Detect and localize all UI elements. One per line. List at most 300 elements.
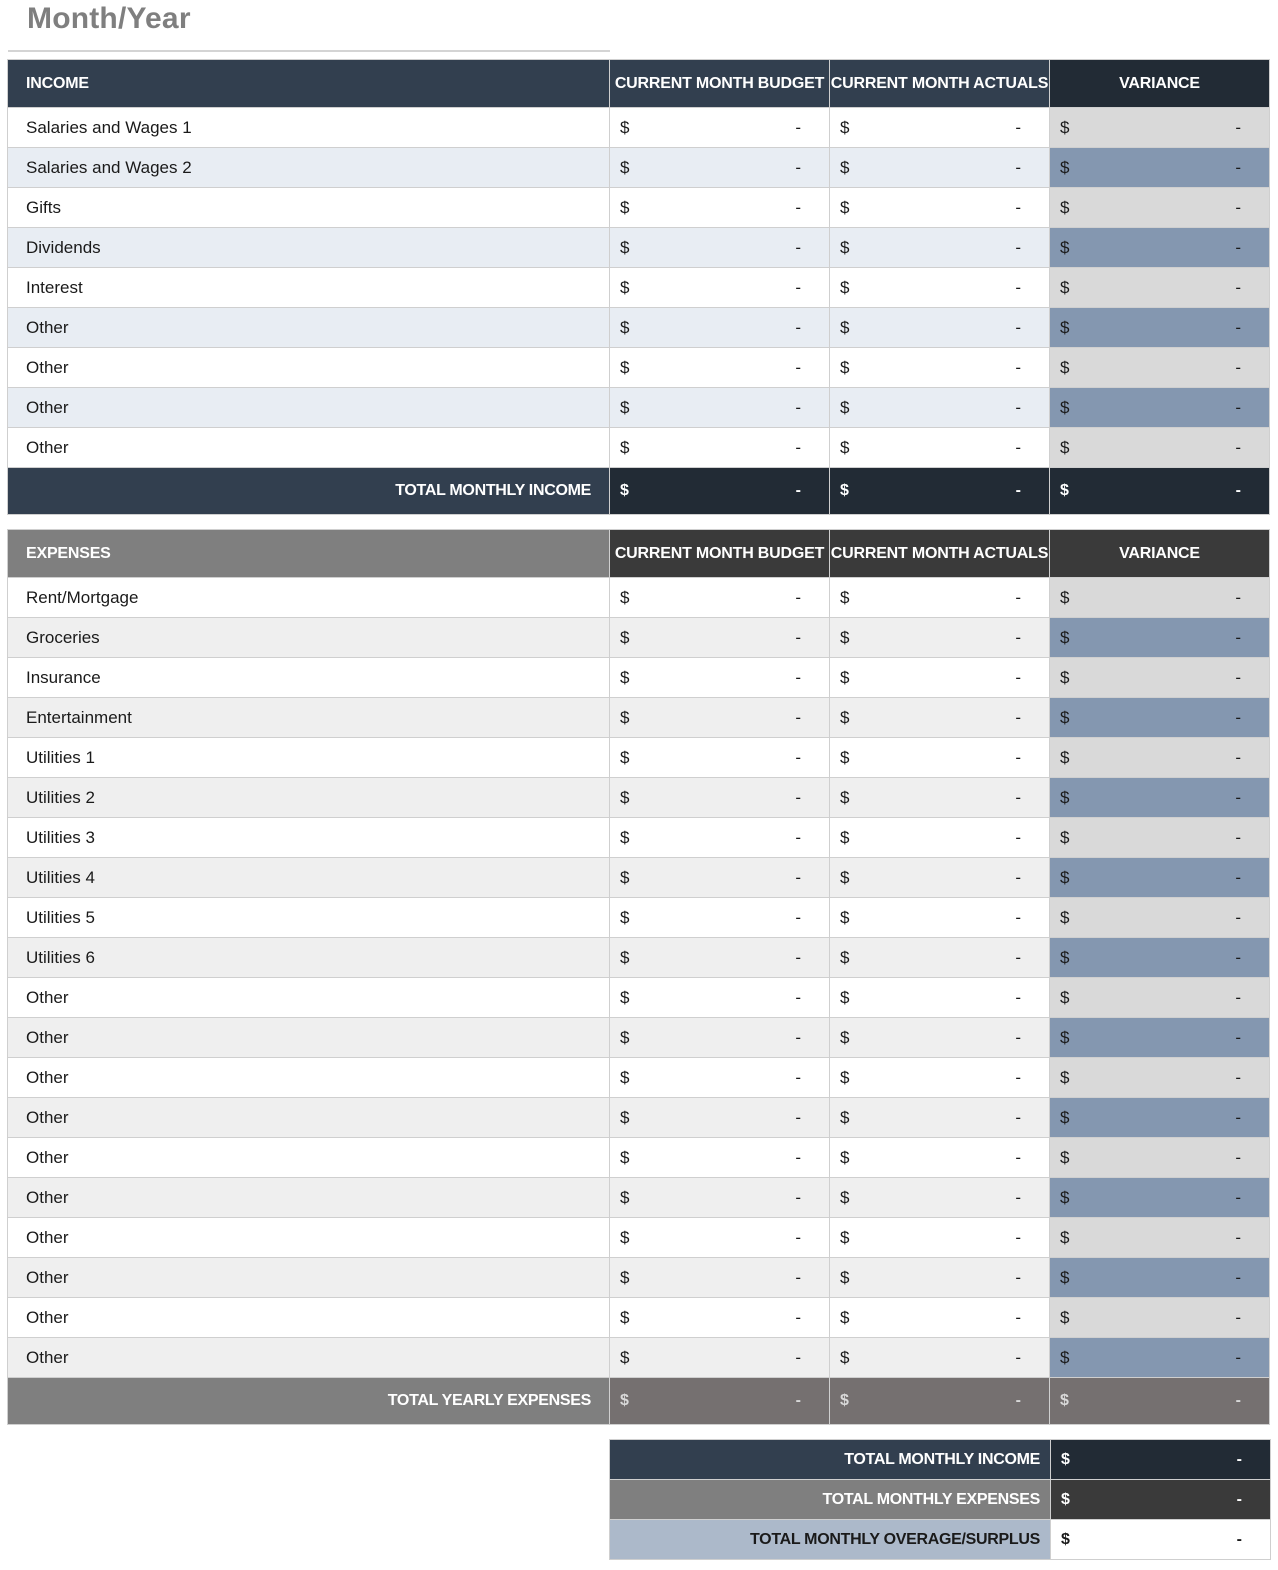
amount-value: - — [1235, 1392, 1241, 1409]
amount-value: - — [1015, 397, 1021, 417]
amount-value: - — [1015, 1107, 1021, 1127]
income-row — [8, 108, 1270, 148]
amount-value: - — [795, 277, 801, 297]
income-row — [8, 188, 1270, 228]
currency-symbol: $ — [840, 197, 850, 217]
expenses-row-label[interactable]: Other — [8, 1298, 610, 1338]
variance-cell[interactable] — [1050, 578, 1270, 618]
variance-cell[interactable] — [1050, 348, 1270, 388]
amount-value: - — [1015, 827, 1021, 847]
variance-cell[interactable] — [1050, 268, 1270, 308]
budget-cell[interactable] — [610, 1258, 830, 1298]
currency-symbol: $ — [1060, 707, 1070, 727]
income-row — [8, 388, 1270, 428]
actuals-cell[interactable] — [830, 348, 1050, 388]
amount-value: - — [1235, 437, 1241, 457]
amount-value: - — [1235, 317, 1241, 337]
variance-cell[interactable] — [1050, 1258, 1270, 1298]
expenses-row-label[interactable]: Rent/Mortgage — [8, 578, 610, 618]
actuals-cell[interactable] — [830, 308, 1050, 348]
expenses-table — [7, 529, 1270, 1425]
amount-value: - — [795, 787, 801, 807]
currency-symbol: $ — [840, 587, 850, 607]
budget-cell[interactable] — [610, 348, 830, 388]
currency-symbol: $ — [840, 1347, 850, 1367]
expenses-row-label[interactable]: Utilities 1 — [8, 738, 610, 778]
variance-cell[interactable] — [1050, 698, 1270, 738]
budget-cell[interactable] — [610, 898, 830, 938]
variance-cell[interactable] — [1050, 1098, 1270, 1138]
income-row-label[interactable]: Other — [8, 388, 610, 428]
summary-income-label: TOTAL MONTHLY INCOME — [610, 1440, 1051, 1480]
income-row — [8, 428, 1270, 468]
currency-symbol: $ — [1060, 1027, 1070, 1047]
income-total-actuals-cell[interactable] — [830, 468, 1050, 515]
expenses-header-row — [8, 530, 1270, 578]
amount-value: - — [1015, 117, 1021, 137]
currency-symbol: $ — [620, 987, 630, 1007]
amount-value: - — [1236, 1490, 1242, 1508]
expenses-row-label[interactable]: Other — [8, 1258, 610, 1298]
budget-cell[interactable] — [610, 818, 830, 858]
currency-symbol: $ — [620, 587, 630, 607]
currency-symbol: $ — [840, 1067, 850, 1087]
actuals-cell[interactable] — [830, 268, 1050, 308]
expenses-row — [8, 1298, 1270, 1338]
actuals-cell[interactable] — [830, 1298, 1050, 1338]
budget-cell[interactable] — [610, 618, 830, 658]
summary-expenses-value-cell[interactable] — [1051, 1480, 1271, 1520]
currency-symbol: $ — [1060, 947, 1070, 967]
amount-value: - — [795, 237, 801, 257]
income-row-label[interactable]: Gifts — [8, 188, 610, 228]
variance-cell[interactable] — [1050, 1058, 1270, 1098]
income-total-variance-cell[interactable] — [1050, 468, 1270, 515]
actuals-cell[interactable] — [830, 108, 1050, 148]
amount-value: - — [1015, 437, 1021, 457]
budget-cell[interactable] — [610, 1018, 830, 1058]
variance-cell[interactable] — [1050, 1178, 1270, 1218]
amount-value: - — [795, 947, 801, 967]
budget-cell[interactable] — [610, 268, 830, 308]
summary-surplus-label: TOTAL MONTHLY OVERAGE/SURPLUS — [610, 1520, 1051, 1560]
variance-cell[interactable] — [1050, 898, 1270, 938]
amount-value: - — [1015, 667, 1021, 687]
budget-cell[interactable] — [610, 1098, 830, 1138]
budget-cell[interactable] — [610, 108, 830, 148]
budget-cell[interactable] — [610, 1298, 830, 1338]
amount-value: - — [1235, 1147, 1241, 1167]
summary-income-value-cell[interactable] — [1051, 1440, 1271, 1480]
expenses-row-label[interactable]: Entertainment — [8, 698, 610, 738]
actuals-cell[interactable] — [830, 658, 1050, 698]
currency-symbol: $ — [1060, 1307, 1070, 1327]
currency-symbol: $ — [840, 627, 850, 647]
currency-symbol: $ — [620, 947, 630, 967]
currency-symbol: $ — [840, 482, 849, 499]
currency-symbol: $ — [620, 1067, 630, 1087]
expenses-row — [8, 1258, 1270, 1298]
actuals-cell[interactable] — [830, 978, 1050, 1018]
currency-symbol: $ — [840, 867, 850, 887]
amount-value: - — [1015, 987, 1021, 1007]
actuals-cell[interactable] — [830, 1138, 1050, 1178]
variance-cell[interactable] — [1050, 188, 1270, 228]
amount-value: - — [795, 482, 801, 499]
expenses-total-budget-cell[interactable] — [610, 1378, 830, 1425]
amount-value: - — [795, 317, 801, 337]
currency-symbol: $ — [840, 397, 850, 417]
expenses-total-actuals-cell[interactable] — [830, 1378, 1050, 1425]
currency-symbol: $ — [1060, 357, 1070, 377]
income-total-row — [8, 468, 1270, 515]
expenses-row — [8, 1098, 1270, 1138]
currency-symbol: $ — [840, 747, 850, 767]
currency-symbol: $ — [1060, 1187, 1070, 1207]
actuals-cell[interactable] — [830, 148, 1050, 188]
amount-value: - — [1235, 1227, 1241, 1247]
expenses-row — [8, 1218, 1270, 1258]
amount-value: - — [1015, 237, 1021, 257]
amount-value: - — [1235, 907, 1241, 927]
currency-symbol: $ — [620, 157, 630, 177]
expenses-row-label[interactable]: Other — [8, 1098, 610, 1138]
currency-symbol: $ — [620, 1392, 629, 1409]
page-title: Month/Year — [27, 2, 191, 35]
amount-value: - — [1235, 947, 1241, 967]
variance-cell[interactable] — [1050, 108, 1270, 148]
amount-value: - — [795, 197, 801, 217]
actuals-cell[interactable] — [830, 1338, 1050, 1378]
currency-symbol: $ — [620, 317, 630, 337]
actuals-cell[interactable] — [830, 898, 1050, 938]
expenses-row-label[interactable]: Other — [8, 1138, 610, 1178]
amount-value: - — [1235, 1027, 1241, 1047]
actuals-cell[interactable] — [830, 1058, 1050, 1098]
budget-cell[interactable] — [610, 1178, 830, 1218]
expenses-row — [8, 698, 1270, 738]
currency-symbol: $ — [620, 1227, 630, 1247]
budget-cell[interactable] — [610, 938, 830, 978]
budget-cell[interactable] — [610, 698, 830, 738]
actuals-cell[interactable] — [830, 1258, 1050, 1298]
amount-value: - — [795, 1307, 801, 1327]
currency-symbol: $ — [620, 197, 630, 217]
currency-symbol: $ — [620, 1267, 630, 1287]
amount-value: - — [795, 1107, 801, 1127]
budget-cell[interactable] — [610, 578, 830, 618]
income-total-budget-cell[interactable] — [610, 468, 830, 515]
amount-value: - — [1235, 1267, 1241, 1287]
expenses-row-label[interactable]: Utilities 3 — [8, 818, 610, 858]
actuals-cell[interactable] — [830, 738, 1050, 778]
expenses-row — [8, 1018, 1270, 1058]
currency-symbol: $ — [840, 1147, 850, 1167]
currency-symbol: $ — [1060, 1227, 1070, 1247]
variance-cell[interactable] — [1050, 658, 1270, 698]
budget-cell[interactable] — [610, 228, 830, 268]
variance-cell[interactable] — [1050, 228, 1270, 268]
amount-value: - — [1235, 197, 1241, 217]
amount-value: - — [1015, 867, 1021, 887]
expenses-row — [8, 1058, 1270, 1098]
variance-cell[interactable] — [1050, 738, 1270, 778]
currency-symbol: $ — [840, 1227, 850, 1247]
actuals-cell[interactable] — [830, 858, 1050, 898]
actuals-cell[interactable] — [830, 188, 1050, 228]
currency-symbol: $ — [1060, 587, 1070, 607]
amount-value: - — [1235, 987, 1241, 1007]
budget-cell[interactable] — [610, 428, 830, 468]
income-row — [8, 348, 1270, 388]
expenses-row-label[interactable]: Utilities 6 — [8, 938, 610, 978]
currency-symbol: $ — [840, 357, 850, 377]
amount-value: - — [1015, 197, 1021, 217]
variance-cell[interactable] — [1050, 778, 1270, 818]
expenses-row-label[interactable]: Other — [8, 1018, 610, 1058]
expenses-total-variance-cell[interactable] — [1050, 1378, 1270, 1425]
amount-value: - — [795, 1267, 801, 1287]
expenses-row-label[interactable]: Utilities 4 — [8, 858, 610, 898]
currency-symbol: $ — [840, 1107, 850, 1127]
currency-symbol: $ — [840, 1392, 849, 1409]
variance-cell[interactable] — [1050, 1298, 1270, 1338]
currency-symbol: $ — [840, 947, 850, 967]
income-row-label[interactable]: Interest — [8, 268, 610, 308]
currency-symbol: $ — [840, 907, 850, 927]
actuals-cell[interactable] — [830, 388, 1050, 428]
currency-symbol: $ — [1060, 827, 1070, 847]
expenses-row-label[interactable]: Utilities 5 — [8, 898, 610, 938]
actuals-cell[interactable] — [830, 1098, 1050, 1138]
actuals-cell[interactable] — [830, 1018, 1050, 1058]
expenses-row — [8, 618, 1270, 658]
income-row — [8, 268, 1270, 308]
actuals-column-header: CURRENT MONTH ACTUALS — [830, 530, 1050, 578]
expenses-row — [8, 738, 1270, 778]
expenses-row — [8, 858, 1270, 898]
amount-value: - — [1015, 787, 1021, 807]
expenses-row-label[interactable]: Other — [8, 1178, 610, 1218]
summary-surplus-row — [610, 1520, 1271, 1560]
actuals-cell[interactable] — [830, 698, 1050, 738]
amount-value: - — [1235, 117, 1241, 137]
currency-symbol: $ — [1060, 1067, 1070, 1087]
currency-symbol: $ — [1060, 867, 1070, 887]
expenses-row-label[interactable]: Other — [8, 1338, 610, 1378]
expenses-row — [8, 1338, 1270, 1378]
amount-value: - — [1235, 1187, 1241, 1207]
currency-symbol: $ — [840, 1267, 850, 1287]
expenses-row — [8, 578, 1270, 618]
currency-symbol: $ — [840, 1187, 850, 1207]
currency-symbol: $ — [1061, 1450, 1070, 1468]
expenses-row — [8, 1178, 1270, 1218]
budget-cell[interactable] — [610, 858, 830, 898]
variance-cell[interactable] — [1050, 818, 1270, 858]
currency-symbol: $ — [620, 482, 629, 499]
budget-cell[interactable] — [610, 388, 830, 428]
amount-value: - — [1015, 1392, 1021, 1409]
budget-cell[interactable] — [610, 308, 830, 348]
budget-cell[interactable] — [610, 1058, 830, 1098]
amount-value: - — [1235, 482, 1241, 499]
actuals-cell[interactable] — [830, 818, 1050, 858]
currency-symbol: $ — [1060, 987, 1070, 1007]
budget-cell[interactable] — [610, 188, 830, 228]
amount-value: - — [795, 747, 801, 767]
currency-symbol: $ — [840, 987, 850, 1007]
amount-value: - — [1015, 907, 1021, 927]
actuals-cell[interactable] — [830, 578, 1050, 618]
actuals-cell[interactable] — [830, 618, 1050, 658]
currency-symbol: $ — [620, 1107, 630, 1127]
amount-value: - — [1015, 707, 1021, 727]
variance-cell[interactable] — [1050, 1138, 1270, 1178]
amount-value: - — [1015, 317, 1021, 337]
variance-cell[interactable] — [1050, 308, 1270, 348]
currency-symbol: $ — [620, 237, 630, 257]
variance-cell[interactable] — [1050, 618, 1270, 658]
expenses-row-label[interactable]: Other — [8, 1058, 610, 1098]
income-row-label[interactable]: Other — [8, 348, 610, 388]
variance-cell[interactable] — [1050, 388, 1270, 428]
summary-surplus-value-cell[interactable] — [1051, 1520, 1271, 1560]
variance-cell[interactable] — [1050, 1338, 1270, 1378]
summary-expenses-row — [610, 1480, 1271, 1520]
actuals-cell[interactable] — [830, 938, 1050, 978]
amount-value: - — [795, 1147, 801, 1167]
amount-value: - — [1015, 357, 1021, 377]
variance-cell[interactable] — [1050, 1018, 1270, 1058]
expenses-row — [8, 818, 1270, 858]
budget-cell[interactable] — [610, 778, 830, 818]
amount-value: - — [1235, 1067, 1241, 1087]
amount-value: - — [1235, 277, 1241, 297]
amount-value: - — [795, 1347, 801, 1367]
summary-expenses-label: TOTAL MONTHLY EXPENSES — [610, 1480, 1051, 1520]
currency-symbol: $ — [620, 627, 630, 647]
expenses-row-label[interactable]: Groceries — [8, 618, 610, 658]
variance-cell[interactable] — [1050, 938, 1270, 978]
budget-cell[interactable] — [610, 1338, 830, 1378]
amount-value: - — [1235, 747, 1241, 767]
expenses-row-label[interactable]: Other — [8, 978, 610, 1018]
currency-symbol: $ — [1060, 197, 1070, 217]
variance-cell[interactable] — [1050, 858, 1270, 898]
income-row — [8, 228, 1270, 268]
currency-symbol: $ — [840, 157, 850, 177]
amount-value: - — [795, 1392, 801, 1409]
amount-value: - — [795, 437, 801, 457]
expenses-row-label[interactable]: Other — [8, 1218, 610, 1258]
currency-symbol: $ — [1060, 277, 1070, 297]
amount-value: - — [1235, 787, 1241, 807]
budget-cell[interactable] — [610, 1218, 830, 1258]
amount-value: - — [1235, 357, 1241, 377]
currency-symbol: $ — [1060, 907, 1070, 927]
amount-value: - — [1236, 1530, 1242, 1548]
variance-cell[interactable] — [1050, 978, 1270, 1018]
expenses-row-label[interactable]: Utilities 2 — [8, 778, 610, 818]
amount-value: - — [1015, 482, 1021, 499]
variance-cell[interactable] — [1050, 148, 1270, 188]
expenses-row-label[interactable]: Insurance — [8, 658, 610, 698]
budget-cell[interactable] — [610, 1138, 830, 1178]
actuals-column-header: CURRENT MONTH ACTUALS — [830, 60, 1050, 108]
actuals-cell[interactable] — [830, 778, 1050, 818]
currency-symbol: $ — [840, 237, 850, 257]
amount-value: - — [795, 1027, 801, 1047]
amount-value: - — [795, 667, 801, 687]
actuals-cell[interactable] — [830, 428, 1050, 468]
amount-value: - — [1235, 827, 1241, 847]
variance-cell[interactable] — [1050, 1218, 1270, 1258]
amount-value: - — [795, 907, 801, 927]
amount-value: - — [795, 987, 801, 1007]
currency-symbol: $ — [1060, 437, 1070, 457]
currency-symbol: $ — [620, 357, 630, 377]
amount-value: - — [1015, 1027, 1021, 1047]
expenses-row — [8, 938, 1270, 978]
budget-cell[interactable] — [610, 658, 830, 698]
actuals-cell[interactable] — [830, 1218, 1050, 1258]
currency-symbol: $ — [840, 317, 850, 337]
expenses-row — [8, 978, 1270, 1018]
budget-cell[interactable] — [610, 738, 830, 778]
amount-value: - — [1235, 397, 1241, 417]
currency-symbol: $ — [1061, 1530, 1070, 1548]
currency-symbol: $ — [1060, 1347, 1070, 1367]
actuals-cell[interactable] — [830, 228, 1050, 268]
currency-symbol: $ — [620, 437, 630, 457]
budget-cell[interactable] — [610, 978, 830, 1018]
currency-symbol: $ — [1060, 1107, 1070, 1127]
variance-cell[interactable] — [1050, 428, 1270, 468]
currency-symbol: $ — [1060, 157, 1070, 177]
actuals-cell[interactable] — [830, 1178, 1050, 1218]
currency-symbol: $ — [840, 827, 850, 847]
amount-value: - — [1235, 627, 1241, 647]
currency-symbol: $ — [840, 1307, 850, 1327]
currency-symbol: $ — [1060, 482, 1069, 499]
currency-symbol: $ — [840, 667, 850, 687]
income-row-label[interactable]: Salaries and Wages 2 — [8, 148, 610, 188]
income-row-label[interactable]: Other — [8, 308, 610, 348]
expenses-heading: EXPENSES — [8, 530, 610, 578]
currency-symbol: $ — [1060, 1392, 1069, 1409]
expenses-row — [8, 1138, 1270, 1178]
amount-value: - — [1015, 587, 1021, 607]
income-row-label[interactable]: Other — [8, 428, 610, 468]
currency-symbol: $ — [1060, 1267, 1070, 1287]
currency-symbol: $ — [620, 667, 630, 687]
amount-value: - — [1015, 157, 1021, 177]
income-header-row — [8, 60, 1270, 108]
currency-symbol: $ — [620, 747, 630, 767]
amount-value: - — [1235, 867, 1241, 887]
amount-value: - — [1015, 277, 1021, 297]
income-row-label[interactable]: Salaries and Wages 1 — [8, 108, 610, 148]
summary-table — [609, 1439, 1271, 1560]
income-row-label[interactable]: Dividends — [8, 228, 610, 268]
budget-cell[interactable] — [610, 148, 830, 188]
currency-symbol: $ — [620, 787, 630, 807]
budget-column-header: CURRENT MONTH BUDGET — [610, 530, 830, 578]
expenses-row — [8, 778, 1270, 818]
currency-symbol: $ — [620, 1347, 630, 1367]
amount-value: - — [795, 157, 801, 177]
